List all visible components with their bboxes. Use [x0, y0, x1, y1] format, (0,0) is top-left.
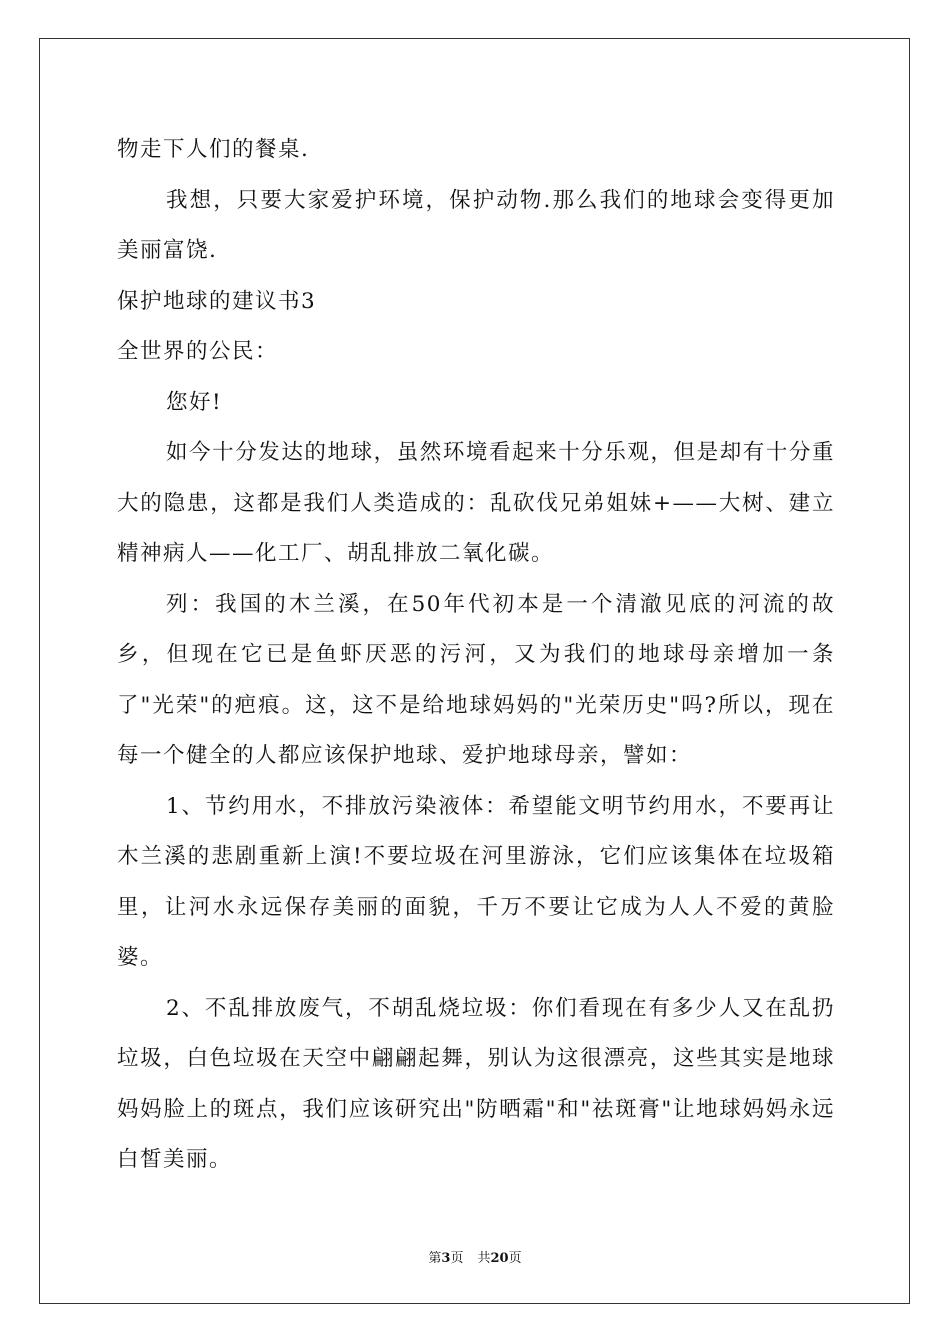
paragraph: 如今十分发达的地球，虽然环境看起来十分乐观，但是却有十分重大的隐患，这都是我们人类造成的：乱砍伐兄弟姐妹+——大树、建立精神病人——化工厂、胡乱排放二氧化碳。 — [117, 440, 835, 566]
page-suffix: 页 — [450, 1251, 464, 1266]
total-pages: 20 — [490, 1251, 509, 1266]
document-body — [117, 125, 835, 1186]
page-number: 3 — [441, 1251, 451, 1266]
paragraph: 物走下人们的餐桌. — [117, 137, 310, 162]
paragraph: 我想，只要大家爱护环境，保护动物.那么我们的地球会变得更加美丽富饶. — [117, 187, 835, 263]
list-item: 2、不乱排放废气，不胡乱烧垃圾：你们看现在有多少人又在乱扔垃圾，白色垃圾在天空中翩翩起舞，别认为这很漂亮，这些其实是地球妈妈脸上的斑点，我们应该研究出"防晒霜"和"祛斑膏"让地球妈妈永远白皙美丽。 — [117, 995, 835, 1172]
list-item: 1、节约用水，不排放污染液体：希望能文明节约用水，不要再让木兰溪的悲剧重新上演!不要垃圾在河里游泳，它们应该集体在垃圾箱里，让河水永远保存美丽的面貌，千万不要让它成为人人不爱的黄脸婆。 — [117, 793, 835, 970]
greeting: 您好! — [166, 389, 223, 415]
section-title: 保护地球的建议书3 — [117, 288, 317, 314]
total-suffix: 页 — [508, 1251, 522, 1266]
paragraph: 列：我国的木兰溪，在50年代初本是一个清澈见底的河流的故乡，但现在它已是鱼虾厌恶的污河，又为我们的地球母亲增加一条了"光荣"的疤痕。这，这不是给地球妈妈的"光荣历史"吗?所以，现在每一个健全的人都应该保护地球、爱护地球母亲，譬如： — [117, 591, 835, 768]
page-footer — [0, 1247, 950, 1266]
salutation: 全世界的公民： — [117, 339, 279, 364]
total-prefix: 共 — [477, 1251, 491, 1266]
page-prefix: 第 — [428, 1251, 442, 1266]
